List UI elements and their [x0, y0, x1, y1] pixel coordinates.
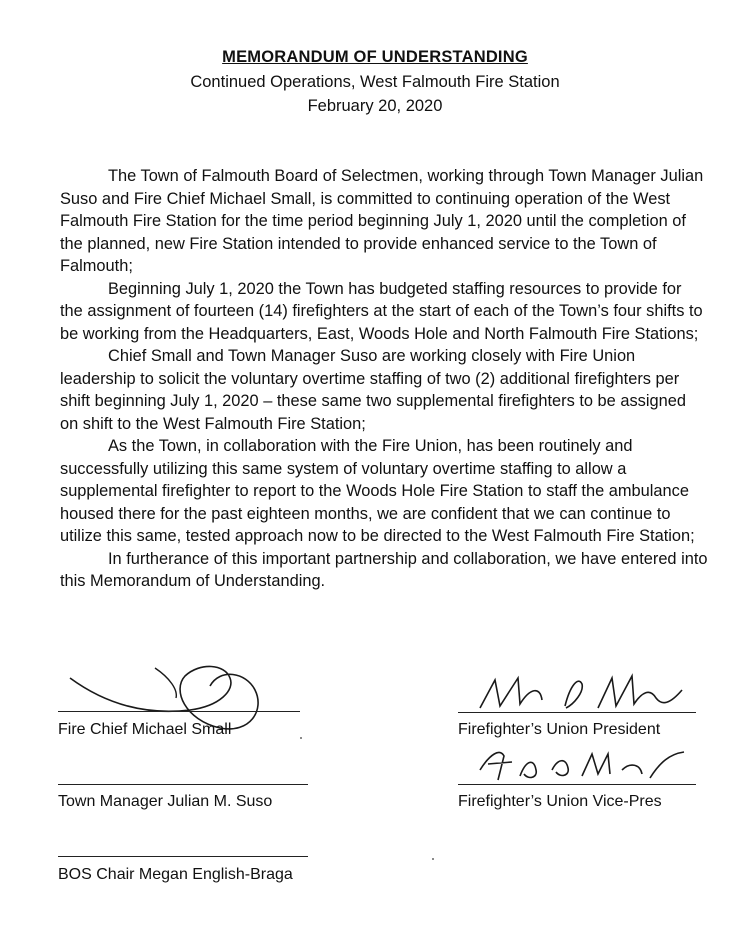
- document-date: February 20, 2020: [307, 97, 443, 115]
- paragraph-1: The Town of Falmouth Board of Selectmen, working through Town Manager Julian Suso and Fire Chief Michael Small, is committed to continuing operation of the West Falmouth Fire Station for the time period beginning July 1, 2020 until the completion of the planned, new Fire Station intended to provide enhanced service to the Town of Falmouth;: [60, 167, 704, 275]
- paragraph-4: As the Town, in collaboration with the Fire Union, has been routinely and successfully utilizing this same system of voluntary overtime staffing to allow a supplemental firefighter to report to the Woods Hole Fire Station to staff the ambulance housed there for the past eighteen months, we are confident that we can continue to utilize this same, tested approach now to be directed to the West Falmouth Fire Station;: [60, 437, 695, 545]
- fire-chief-signature-line: [58, 711, 300, 712]
- bos-chair-signature-line: [58, 856, 308, 857]
- union-vice-president-label: Firefighter’s Union Vice-Pres: [458, 793, 662, 810]
- document-subtitle: Continued Operations, West Falmouth Fire Station: [190, 73, 560, 91]
- paragraph-5: In furtherance of this important partnership and collaboration, we have entered into this Memorandum of Understanding.: [60, 549, 708, 590]
- bos-chair-label: BOS Chair Megan English-Braga: [58, 866, 293, 883]
- scan-speck: [300, 737, 302, 739]
- paragraph-3: Chief Small and Town Manager Suso are working closely with Fire Union leadership to solicit the voluntary overtime staffing of two (2) additional firefighters per shift beginning July 1, 2020 – these same two supplemental firefighters to be assigned on shift to the West Falmouth Fire Station;: [60, 347, 686, 433]
- union-president-signature: [470, 668, 700, 718]
- union-president-signature-line: [458, 712, 696, 713]
- town-manager-label: Town Manager Julian M. Suso: [58, 793, 273, 810]
- scan-speck: [432, 858, 434, 860]
- union-president-label: Firefighter’s Union President: [458, 721, 661, 738]
- town-manager-signature-line: [58, 784, 308, 785]
- document-title: MEMORANDUM OF UNDERSTANDING: [222, 48, 528, 66]
- paragraph-2: Beginning July 1, 2020 the Town has budgeted staffing resources to provide for the assignment of fourteen (14) firefighters at the start of each of the Town’s four shifts to be working from the Headquarters, East, Woods Hole and North Falmouth Fire Stations;: [60, 279, 703, 343]
- union-vice-president-signature-line: [458, 784, 696, 785]
- union-vice-president-signature: [470, 740, 700, 790]
- memorandum-body: [60, 165, 708, 593]
- fire-chief-label: Fire Chief Michael Small: [58, 721, 232, 738]
